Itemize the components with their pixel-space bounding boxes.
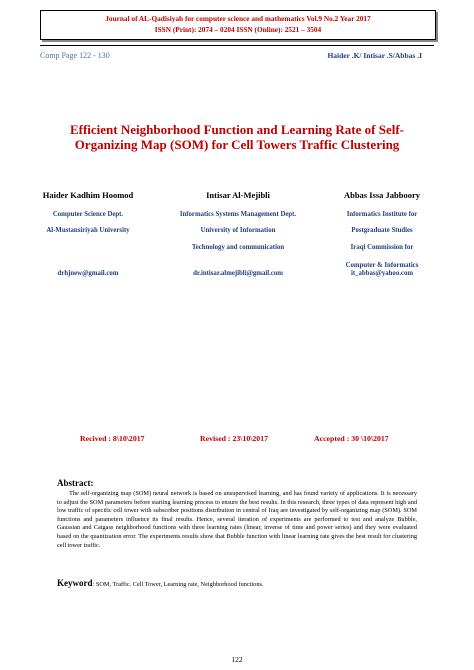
author-2-affiliation-line: Informatics Systems Management Dept.: [179, 211, 297, 218]
paper-title: Efficient Neighborhood Function and Learning Rate of Self-Organizing Map (SOM) for Cell Towers Traffic Clustering: [69, 122, 405, 152]
keywords-line: [57, 578, 427, 588]
author-name-1: Haider Kadhim Hoomod: [42, 190, 134, 200]
keywords-label: Keyword: [57, 578, 93, 588]
abstract-heading: Abstract:: [57, 478, 94, 488]
author-3-affiliation-line: Iraqi Commission for: [350, 244, 414, 251]
author-3-affiliation-line: Postgraduate Studies: [351, 227, 413, 234]
keywords-text: : SOM, Traffic. Cell Tower, Learning rate, Neighborhood functions.: [92, 581, 264, 588]
journal-title-line: Journal of AL-Qadisiyah for computer science and mathematics Vol.9 No.2 Year 2017: [105, 14, 371, 23]
accepted-date: Accepted : 30 \10\2017: [314, 434, 389, 443]
revised-date: Revised : 23\10\2017: [200, 434, 269, 443]
author-name-2: Intisar Al-Mejibli: [206, 190, 270, 200]
received-date: Recived : 8\10\2017: [80, 434, 145, 443]
author-2-affiliation-line: University of Information: [200, 227, 276, 234]
journal-issn-line: ISSN (Print): 2074 – 0204 ISSN (Online): 2521 – 3504: [154, 25, 322, 34]
author-2-affiliation-line: Technology and communication: [191, 244, 285, 251]
running-authors: Haider .K/ Intisar .S/Abbas .I: [327, 51, 422, 60]
page-range: Comp Page 122 - 130: [40, 51, 110, 60]
author-1-email: drhjnew@gmail.com: [57, 270, 119, 277]
journal-header-box: [40, 10, 436, 40]
author-1-affiliation-line: Al-Mustansiriyah University: [46, 227, 130, 234]
author-1-affiliation-line: Computer Science Dept.: [52, 211, 124, 218]
author-3-affiliation-line: Informatics Institute for: [346, 211, 418, 218]
header-divider: [40, 45, 434, 46]
author-3-affiliation-line: Computer & Informatics: [345, 262, 419, 269]
author-name-3: Abbas Issa Jabboory: [343, 190, 421, 200]
author-2-email: dr.intisar.almejibli@gmail.com: [193, 270, 283, 277]
page-number: 122: [231, 655, 243, 664]
author-3-email: it_abbas@yahoo.com: [350, 270, 414, 277]
abstract-body: The self-organizing map (SOM) neural network is based on unsupervised learning, and has found variety of applications. It is necessary to adjust the SOM parameters before starting learning process to ensure the best results. In this research, three types of data represent high and low traffic of specific cell tower with subscriber positions distribution in central of Iraq are investigated by self-organizing map (SOM). SOM functions and parameters influence its final results. Hence, several iteration of experiments are performed to test and analyze Bubble, Gaussian and Catgass neighborhood functions with three learning rates (linear, inverse of time and power series) and they were evaluated based on the quantization error. The experiments results show that Bubble function with linear learning rate gives the best result for clustering cell tower traffic.: [57, 490, 417, 549]
